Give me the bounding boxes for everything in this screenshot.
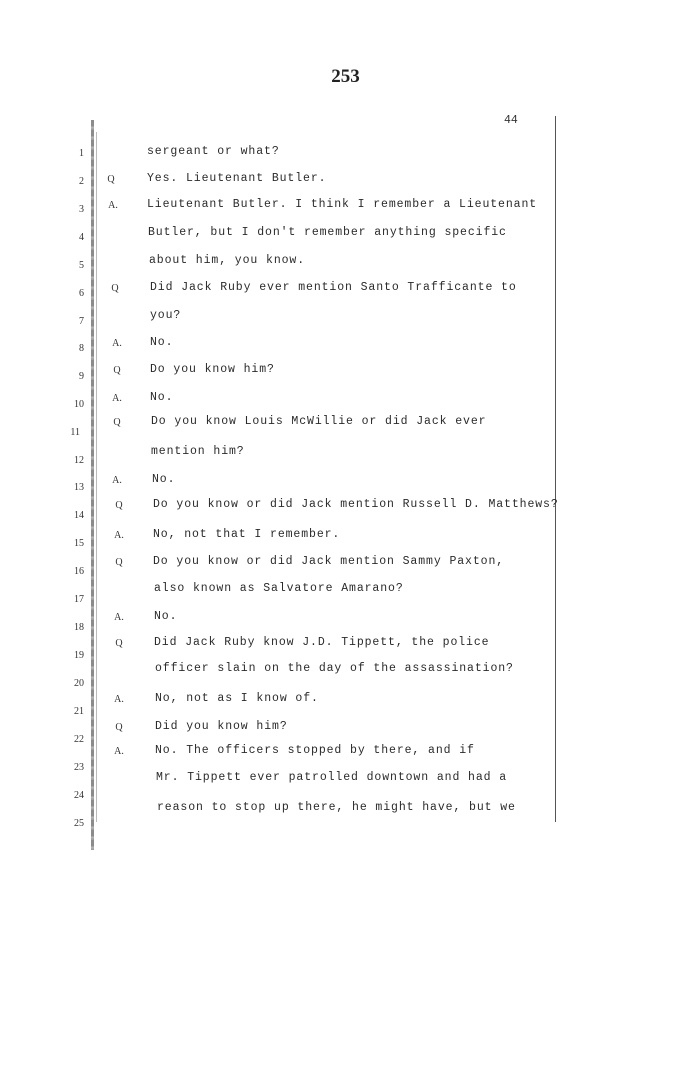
transcript-line: mention him? <box>151 445 245 458</box>
transcript-line: No. <box>150 391 174 404</box>
line-number: 7 <box>79 316 84 327</box>
right-margin-line <box>555 116 556 822</box>
speaker-marker: Q <box>111 283 119 294</box>
speaker-marker: A. <box>112 338 122 349</box>
page-number: 253 <box>331 66 360 87</box>
speaker-marker: A. <box>114 530 124 541</box>
speaker-marker: Q <box>115 557 123 568</box>
line-number: 20 <box>74 678 84 689</box>
transcript-line: Butler, but I don't remember anything specific <box>148 226 507 239</box>
line-number: 16 <box>74 566 84 577</box>
line-number: 11 <box>70 427 80 438</box>
line-number: 24 <box>74 790 84 801</box>
transcript-line: Did Jack Ruby ever mention Santo Trafficante to <box>150 281 517 294</box>
speaker-marker: Q <box>115 638 123 649</box>
transcript-line: about him, you know. <box>149 254 306 267</box>
transcript-line: Lieutenant Butler. I think I remember a Lieutenant <box>147 198 538 211</box>
line-number: 4 <box>79 232 84 243</box>
left-margin-line-inner <box>96 132 97 822</box>
speaker-marker: A. <box>114 746 124 757</box>
transcript-line: Yes. Lieutenant Butler. <box>147 172 327 185</box>
line-number: 18 <box>74 622 84 633</box>
transcript-line: Do you know or did Jack mention Sammy Paxton, <box>153 555 505 568</box>
line-number: 25 <box>74 818 84 829</box>
line-number: 1 <box>79 148 84 159</box>
speaker-marker: Q <box>113 417 121 428</box>
transcript-line: Do you know or did Jack mention Russell D. Matthews? <box>153 498 559 511</box>
line-number: 22 <box>74 734 84 745</box>
line-number: 5 <box>79 260 84 271</box>
speaker-marker: Q <box>107 174 115 185</box>
sub-page-number: 44 <box>504 114 518 127</box>
speaker-marker: A. <box>108 200 118 211</box>
line-number: 14 <box>74 510 84 521</box>
line-number: 3 <box>79 204 84 215</box>
transcript-line: officer slain on the day of the assassination? <box>155 662 514 675</box>
line-number: 6 <box>79 288 84 299</box>
transcript-line: Did you know him? <box>155 720 288 733</box>
line-number: 21 <box>74 706 84 717</box>
transcript-line: Mr. Tippett ever patrolled downtown and had a <box>156 771 508 784</box>
line-number: 12 <box>74 455 84 466</box>
speaker-marker: Q <box>113 365 121 376</box>
line-number: 23 <box>74 762 84 773</box>
transcript-line: No. <box>152 473 176 486</box>
transcript-line: Do you know him? <box>150 363 275 376</box>
transcript-line: Did Jack Ruby know J.D. Tippett, the police <box>154 636 490 649</box>
transcript-line: Do you know Louis McWillie or did Jack ever <box>151 415 487 428</box>
speaker-marker: Q <box>115 500 123 511</box>
transcript-line: No. The officers stopped by there, and if <box>155 744 475 757</box>
line-number: 10 <box>74 399 84 410</box>
transcript-line: you? <box>150 309 182 322</box>
line-number: 2 <box>79 176 84 187</box>
transcript-line: No. <box>154 610 178 623</box>
speaker-marker: A. <box>112 393 122 404</box>
transcript-line: No, not as I know of. <box>155 692 319 705</box>
transcript-line: No, not that I remember. <box>153 528 341 541</box>
speaker-marker: A. <box>112 475 122 486</box>
line-number: 9 <box>79 371 84 382</box>
left-margin-line <box>91 120 94 850</box>
speaker-marker: A. <box>114 694 124 705</box>
line-number: 19 <box>74 650 84 661</box>
transcript-line: reason to stop up there, he might have, but we <box>157 801 516 814</box>
line-number: 13 <box>74 482 84 493</box>
line-number: 8 <box>79 343 84 354</box>
transcript-line: No. <box>150 336 174 349</box>
transcript-line: sergeant or what? <box>147 145 280 158</box>
speaker-marker: A. <box>114 612 124 623</box>
transcript-line: also known as Salvatore Amarano? <box>154 582 404 595</box>
line-number: 15 <box>74 538 84 549</box>
line-number: 17 <box>74 594 84 605</box>
speaker-marker: Q <box>115 722 123 733</box>
